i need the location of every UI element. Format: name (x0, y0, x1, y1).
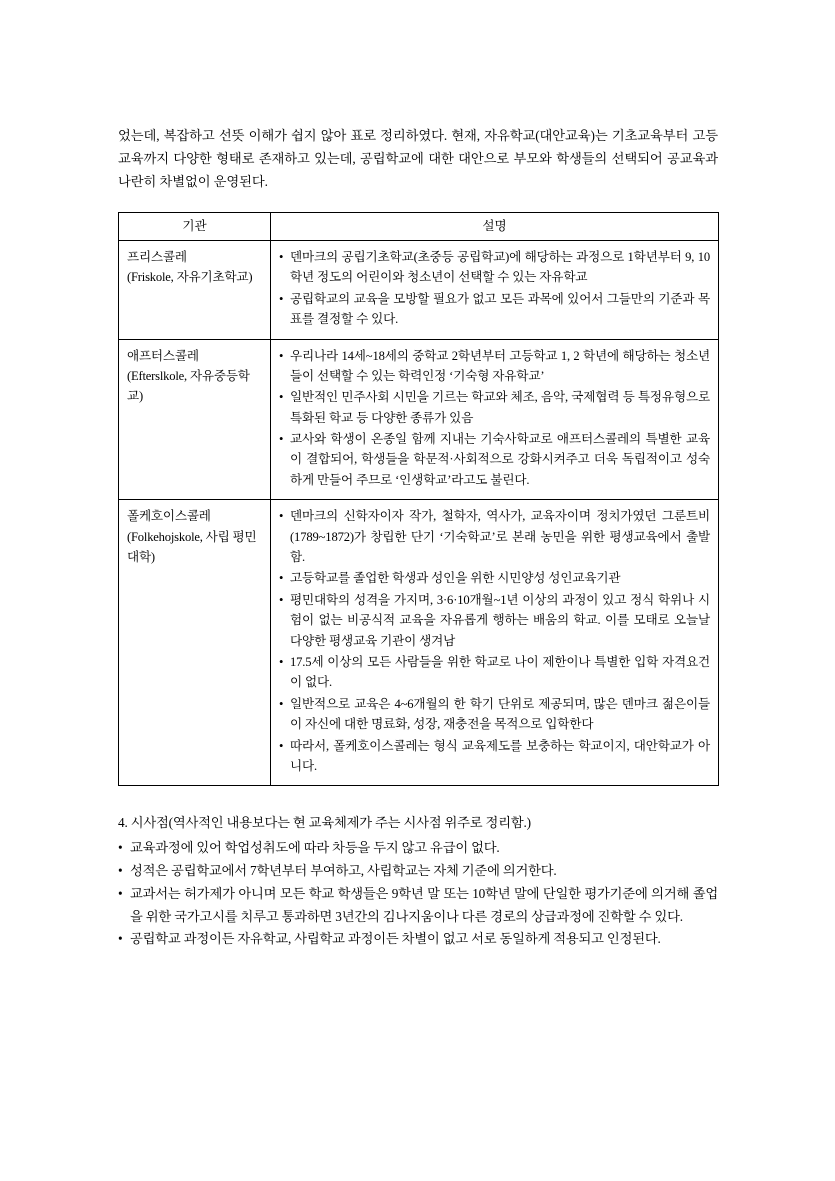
document-content (118, 125, 718, 951)
description-list (279, 247, 710, 330)
organization-name: 애프터스콜레 (Efterslkole, 자유중등학교) (127, 348, 250, 404)
cell-organization (119, 500, 271, 786)
list-item: • 덴마크의 신학자이자 작가, 철학자, 역사가, 교육자이며 정치가였던 그룬트비(1789~1872)가 창립한 단기 ‘기숙학교’로 본래 농민을 위한 평생교육에서 출발함. (279, 506, 710, 567)
list-item: • 일반적인 민주사회 시민을 기르는 학교와 체조, 음악, 국제협력 등 특정유형으로 특화된 학교 등 다양한 종류가 있음 (279, 387, 710, 428)
description-list (279, 346, 710, 491)
table-row (119, 240, 719, 339)
cell-description (271, 240, 719, 339)
description-list (279, 506, 710, 776)
list-item: • 따라서, 폴케호이스콜레는 형식 교육제도를 보충하는 학교이지, 대안학교가 아니다. (279, 736, 710, 777)
section-title: 4. 시사점(역사적인 내용보다는 현 교육체제가 주는 시사점 위주로 정리함.) (118, 815, 531, 831)
list-item: • 공립학교 과정이든 자유학교, 사립학교 과정이든 차별이 없고 서로 동일하게 적용되고 인정된다. (118, 928, 718, 951)
institutions-table (118, 212, 719, 787)
column-header-organization: 기관 (119, 212, 271, 240)
cell-description (271, 339, 719, 500)
list-item: • 공립학교의 교육을 모방할 필요가 없고 모든 과목에 있어서 그들만의 기준과 목표를 결정할 수 있다. (279, 289, 710, 330)
cell-description (271, 500, 719, 786)
intro-paragraph: 었는데, 복잡하고 선뜻 이해가 쉽지 않아 표로 정리하였다. 현재, 자유학교(대안교육)는 기초교육부터 고등교육까지 다양한 형태로 존재하고 있는데, 공립학교에 대한 대안으로 부모와 학생들의 선택되어 공교육과 나란히 차별없이 운영된다. (118, 128, 718, 189)
list-item: • 덴마크의 공립기초학교(초중등 공립학교)에 해당하는 과정으로 1학년부터 9, 10학년 정도의 어린이와 청소년이 선택할 수 있는 자유학교 (279, 247, 710, 288)
column-header-description: 설명 (271, 212, 719, 240)
table-header-row (119, 212, 719, 240)
cell-organization (119, 339, 271, 500)
list-item: • 우리나라 14세~18세의 중학교 2학년부터 고등학교 1, 2 학년에 해당하는 청소년들이 선택할 수 있는 학력인정 ‘기숙형 자유학교’ (279, 346, 710, 387)
organization-name: 프리스콜레 (Friskole, 자유기초학교) (127, 249, 253, 285)
cell-organization (119, 240, 271, 339)
organization-name: 폴케호이스콜레 (Folkehojskole, 사립 평민대학) (127, 509, 257, 565)
list-item: • 교육과정에 있어 학업성취도에 따라 차등을 두지 않고 유급이 없다. (118, 837, 718, 860)
list-item: • 일반적으로 교육은 4~6개월의 한 학기 단위로 제공되며, 많은 덴마크 젊은이들이 자신에 대한 명료화, 성장, 재충전을 목적으로 입학한다 (279, 694, 710, 735)
list-item: • 17.5세 이상의 모든 사람들을 위한 학교로 나이 제한이나 특별한 입학 자격요건이 없다. (279, 652, 710, 693)
list-item: • 성적은 공립학교에서 7학년부터 부여하고, 사립학교는 자체 기준에 의거한다. (118, 860, 718, 883)
implications-list (118, 837, 718, 951)
list-item: • 교과서는 허가제가 아니며 모든 학교 학생들은 9학년 말 또는 10학년 말에 단일한 평가기준에 의거해 졸업을 위한 국가고시를 치루고 통과하면 3년간의 김나지움이나 다른 경로의 상급과정에 진학할 수 있다. (118, 883, 718, 929)
list-item: • 고등학교를 졸업한 학생과 성인을 위한 시민양성 성인교육기관 (279, 568, 710, 588)
list-item: • 교사와 학생이 온종일 함께 지내는 기숙사학교로 애프터스콜레의 특별한 교육이 결합되어, 학생들을 학문적·사회적으로 강화시켜주고 더욱 독립적이고 성숙하게 만들어 주므로 ‘인생학교’라고도 불린다. (279, 429, 710, 490)
table-row (119, 339, 719, 500)
implications-section (118, 812, 718, 951)
table-row (119, 500, 719, 786)
list-item: • 평민대학의 성격을 가지며, 3·6·10개월~1년 이상의 과정이 있고 정식 학위나 시험이 없는 비공식적 교육을 자유롭게 행하는 배움의 학교. 이를 모태로 오늘날 다양한 평생교육 기관이 생겨남 (279, 590, 710, 651)
